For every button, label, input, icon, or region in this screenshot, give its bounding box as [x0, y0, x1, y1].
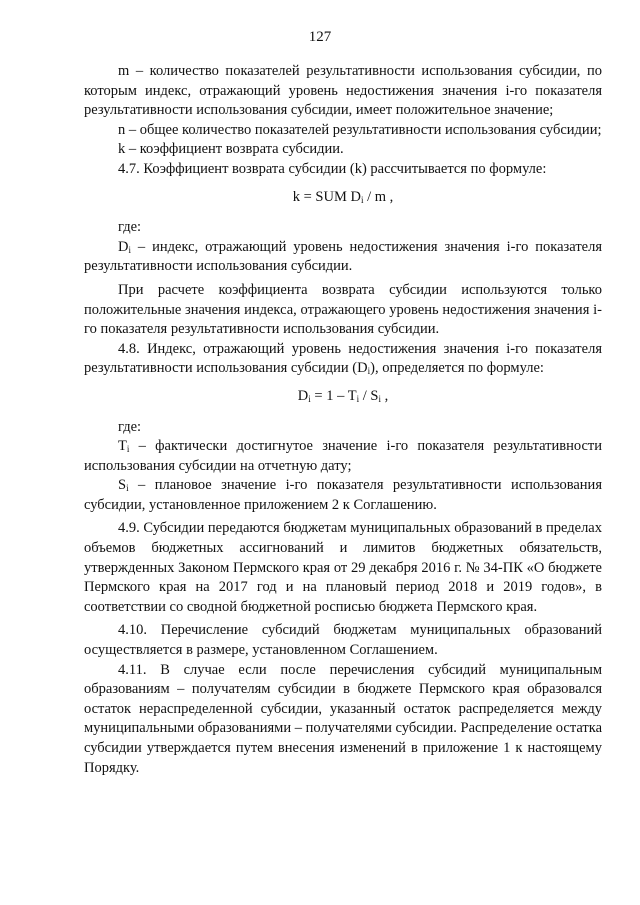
paragraph-di-definition: $D_i$ – индекс, отражающий уровень недостижения значения i-го показателя результативности использования субсидии.: [84, 238, 602, 275]
document-body: [84, 62, 602, 778]
paragraph-4-10: 4.10. Перечисление субсидий бюджетам муниципальных образований осуществляется в размере, установленном Соглашением.: [84, 622, 602, 659]
paragraph-k-definition: k – коэффициент возврата субсидии.: [118, 141, 344, 158]
paragraph-si-definition: $S_i$ – плановое значение i-го показателя результативности использования субсидии, установленное приложением 2 к Соглашению.: [84, 477, 602, 513]
paragraph-m-definition: m – количество показателей результативности использования субсидии, по которым индекс, отражающий уровень недостижения значения i-го показателя результативности использования субсидии, имеет положительное значение;: [84, 63, 602, 119]
formula-k: k = SUM $D_i$ / m ,: [292, 188, 394, 205]
paragraph-positive-values: При расчете коэффициента возврата субсидии используются только положительные значения индекса, отражающего уровень недостижения значения i-го показателя результативности использования субсидии.: [84, 281, 602, 338]
paragraph-where-2: где:: [118, 418, 142, 435]
formula-di: $D_i = 1 - T_i / S_i$ ,: [297, 387, 389, 404]
paragraph-4-11: 4.11. В случае если после перечисления субсидий муниципальным образованиям – получателям субсидии в бюджете Пермского края образовался остаток нераспределенной субсидии, указанный остаток распределяется между муниципальными образованиями – получателями субсидии. Распределение остатка субсидии утверждается путем внесения изменений в приложение 1 к настоящему Порядку.: [84, 661, 603, 776]
paragraph-4-7: 4.7. Коэффициент возврата субсидии (k) рассчитывается по формуле:: [118, 160, 547, 177]
paragraph-ti-definition: $T_i$ – фактически достигнутое значение i-го показателя результативности использования субсидии на отчетную дату;: [84, 438, 602, 474]
page-number: 127: [308, 29, 332, 45]
paragraph-n-definition: n – общее количество показателей результативности использования субсидии;: [118, 121, 602, 138]
paragraph-4-9: 4.9. Субсидии передаются бюджетам муниципальных образований в пределах объемов бюджетных ассигнований и лимитов бюджетных обязательств, утвержденных Законом Пермского края от 29 декабря 2016 г. № 34-ПК «О бюджете Пермского края на 2017 год и на плановый период 2018 и 2019 годов», в соответствии со сводной бюджетной росписью бюджета Пермского края.: [84, 520, 602, 615]
paragraph-where-1: где:: [118, 219, 142, 236]
paragraph-4-8: 4.8. Индекс, отражающий уровень недостижения значения i-го показателя результативности использования субсидии $(D_i)$, определяется по формуле:: [84, 340, 602, 377]
